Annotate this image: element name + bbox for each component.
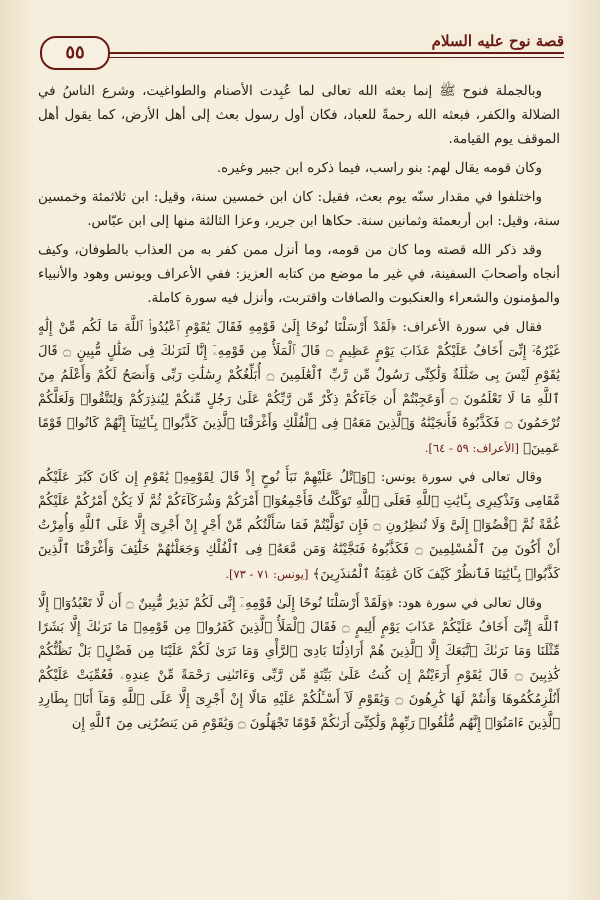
quote-intro: وقال تعالى في سورة يونس: xyxy=(380,470,542,485)
quote-block xyxy=(38,316,560,461)
page-number: ٥٥ xyxy=(40,36,110,70)
paragraph: واختلفوا في مقدار سنّه يوم بعث، فقيل: كان ابن خمسين سنة، وقيل: ابن ثلاثمئة وخمسين سنة، وقيل: ابن أربعمئة وثمانين سنة. حكاها ابن جرير، وعزا الثالثة منها إلى ابن عبّاس. xyxy=(38,190,560,229)
quote-intro: فقال في سورة الأعراف: xyxy=(402,320,542,335)
header-rule xyxy=(100,52,564,54)
quote-intro: وقال تعالى في سورة هود: xyxy=(397,596,542,611)
page-body xyxy=(38,80,560,886)
paragraph: وكان قومه يقال لهم: بنو راسب، فيما ذكره ابن جبير وغيره. xyxy=(216,161,542,176)
quran-reference: [الأعراف: ٥٩ - ٦٤]. xyxy=(424,441,519,455)
quran-text: ﴿لَقَدْ أَرْسَلْنَا نُوحًا إِلَىٰ قَوْمِهِ فَقَالَ يَٰقَوْمِ ٱعْبُدُوا۟ ٱللَّهَ مَا لَكُم مِّنْ إِلَٰهٍ غَيْرُهُۥٓ إِنِّىٓ أَخَافُ عَلَيْكُمْ عَذَابَ يَوْمٍ عَظِيمٍ ۝ قَالَ ٱلْمَلَأُ مِن قَوْمِهِۦٓ إِنَّا لَنَرَىٰكَ فِى ضَلَٰلٍ مُّبِينٍ ۝ قَالَ يَٰقَوْمِ لَيْسَ بِى ضَلَٰلَةٌ وَلَٰكِنِّى رَسُولٌ مِّن رَّبِّ ٱلْعَٰلَمِينَ ۝ أُبَلِّغُكُمْ رِسَٰلَٰتِ رَبِّى وَأَنصَحُ لَكُمْ وَأَعْلَمُ مِنَ ٱللَّهِ مَا لَا تَعْلَمُونَ ۝ أَوَعَجِبْتُمْ أَن جَآءَكُمْ ذِكْرٌ مِّن رَّبِّكُمْ عَلَىٰ رَجُلٍ مِّنكُمْ لِيُنذِرَكُمْ وَلِتَتَّقُوا۟ وَلَعَلَّكُمْ تُرْحَمُونَ ۝ فَكَذَّبُوهُ فَأَنجَيْنَٰهُ وَٱلَّذِينَ مَعَهُۥ فِى ٱلْفُلْكِ وَأَغْرَقْنَا ٱلَّذِينَ كَذَّبُوا۟ بِـَٔايَٰتِنَآ إِنَّهُمْ كَانُوا۟ قَوْمًا عَمِينَ﴾ xyxy=(38,320,560,456)
header-rule-thin xyxy=(100,57,564,58)
quote-block xyxy=(38,466,560,587)
quran-text: ﴿وَٱتْلُ عَلَيْهِمْ نَبَأَ نُوحٍ إِذْ قَالَ لِقَوْمِهِۦ يَٰقَوْمِ إِن كَانَ كَبُرَ عَلَيْكُم مَّقَامِى وَتَذْكِيرِى بِـَٔايَٰتِ ٱللَّهِ فَعَلَى ٱللَّهِ تَوَكَّلْتُ فَأَجْمِعُوٓا۟ أَمْرَكُمْ وَشُرَكَآءَكُمْ ثُمَّ لَا يَكُنْ أَمْرُكُمْ عَلَيْكُمْ غُمَّةً ثُمَّ ٱقْضُوٓا۟ إِلَىَّ وَلَا تُنظِرُونِ ۝ فَإِن تَوَلَّيْتُمْ فَمَا سَأَلْتُكُم مِّنْ أَجْرٍ إِنْ أَجْرِىَ إِلَّا عَلَى ٱللَّهِ وَأُمِرْتُ أَنْ أَكُونَ مِنَ ٱلْمُسْلِمِينَ ۝ فَكَذَّبُوهُ فَنَجَّيْنَٰهُ وَمَن مَّعَهُۥ فِى ٱلْفُلْكِ وَجَعَلْنَٰهُمْ خَلَٰٓئِفَ وَأَغْرَقْنَا ٱلَّذِينَ كَذَّبُوا۟ بِـَٔايَٰتِنَا فَٱنظُرْ كَيْفَ كَانَ عَٰقِبَةُ ٱلْمُنذَرِينَ﴾ xyxy=(38,470,560,582)
quote-block xyxy=(38,592,560,736)
page-header xyxy=(40,34,564,74)
quran-text: ﴿وَلَقَدْ أَرْسَلْنَا نُوحًا إِلَىٰ قَوْمِهِۦٓ إِنِّى لَكُمْ نَذِيرٌ مُّبِينٌ ۝ أَن لَّا تَعْبُدُوٓا۟ إِلَّا ٱللَّهَ إِنِّىٓ أَخَافُ عَلَيْكُمْ عَذَابَ يَوْمٍ أَلِيمٍ ۝ فَقَالَ ٱلْمَلَأُ ٱلَّذِينَ كَفَرُوا۟ مِن قَوْمِهِۦ مَا نَرَىٰكَ إِلَّا بَشَرًا مِّثْلَنَا وَمَا نَرَىٰكَ ٱتَّبَعَكَ إِلَّا ٱلَّذِينَ هُمْ أَرَاذِلُنَا بَادِىَ ٱلرَّأْىِ وَمَا نَرَىٰ لَكُمْ عَلَيْنَا مِن فَضْلٍۭ بَلْ نَظُنُّكُمْ كَٰذِبِينَ ۝ قَالَ يَٰقَوْمِ أَرَءَيْتُمْ إِن كُنتُ عَلَىٰ بَيِّنَةٍ مِّن رَّبِّى وَءَاتَىٰنِى رَحْمَةً مِّنْ عِندِهِۦ فَعُمِّيَتْ عَلَيْكُمْ أَنُلْزِمُكُمُوهَا وَأَنتُمْ لَهَا كَٰرِهُونَ ۝ وَيَٰقَوْمِ لَآ أَسْـَٔلُكُمْ عَلَيْهِ مَالًا إِنْ أَجْرِىَ إِلَّا عَلَى ٱللَّهِ وَمَآ أَنَا۠ بِطَارِدِ ٱلَّذِينَ ءَامَنُوٓا۟ إِنَّهُم مُّلَٰقُوا۟ رَبِّهِمْ وَلَٰكِنِّىٓ أَرَىٰكُمْ قَوْمًا تَجْهَلُونَ ۝ وَيَٰقَوْمِ مَن يَنصُرُنِى مِنَ ٱللَّهِ إِن xyxy=(38,596,561,731)
paragraph: وقد ذكر الله قصته وما كان من قومه، وما أنزل ممن كفر به من العذاب بالطوفان، وكيف أنجاه وأصحابَ السفينة، في غير ما موضع من كتابه العزيز: ففي الأعراف ويونس وهود والأنبياء والمؤمنون والشعراء والعنكبوت والصافات واقتربت، وأنزل فيه سورة كاملة. xyxy=(38,243,560,306)
chapter-title: قصة نوح عليه السلام xyxy=(424,32,564,50)
paragraph: وبالجملة فنوح ﷺ إنما بعثه الله تعالى لما عُبِدت الأصنام والطواغيت، وشرع الناسُ في الضلالة والكفر، فبعثه الله رحمةً للعباد، فكان أول رسول بعث إلى أهل الأرض، كما يقول أهل الموقف يوم القيامة. xyxy=(38,84,560,147)
quran-reference: [يونس: ٧١ - ٧٣]. xyxy=(225,567,309,581)
